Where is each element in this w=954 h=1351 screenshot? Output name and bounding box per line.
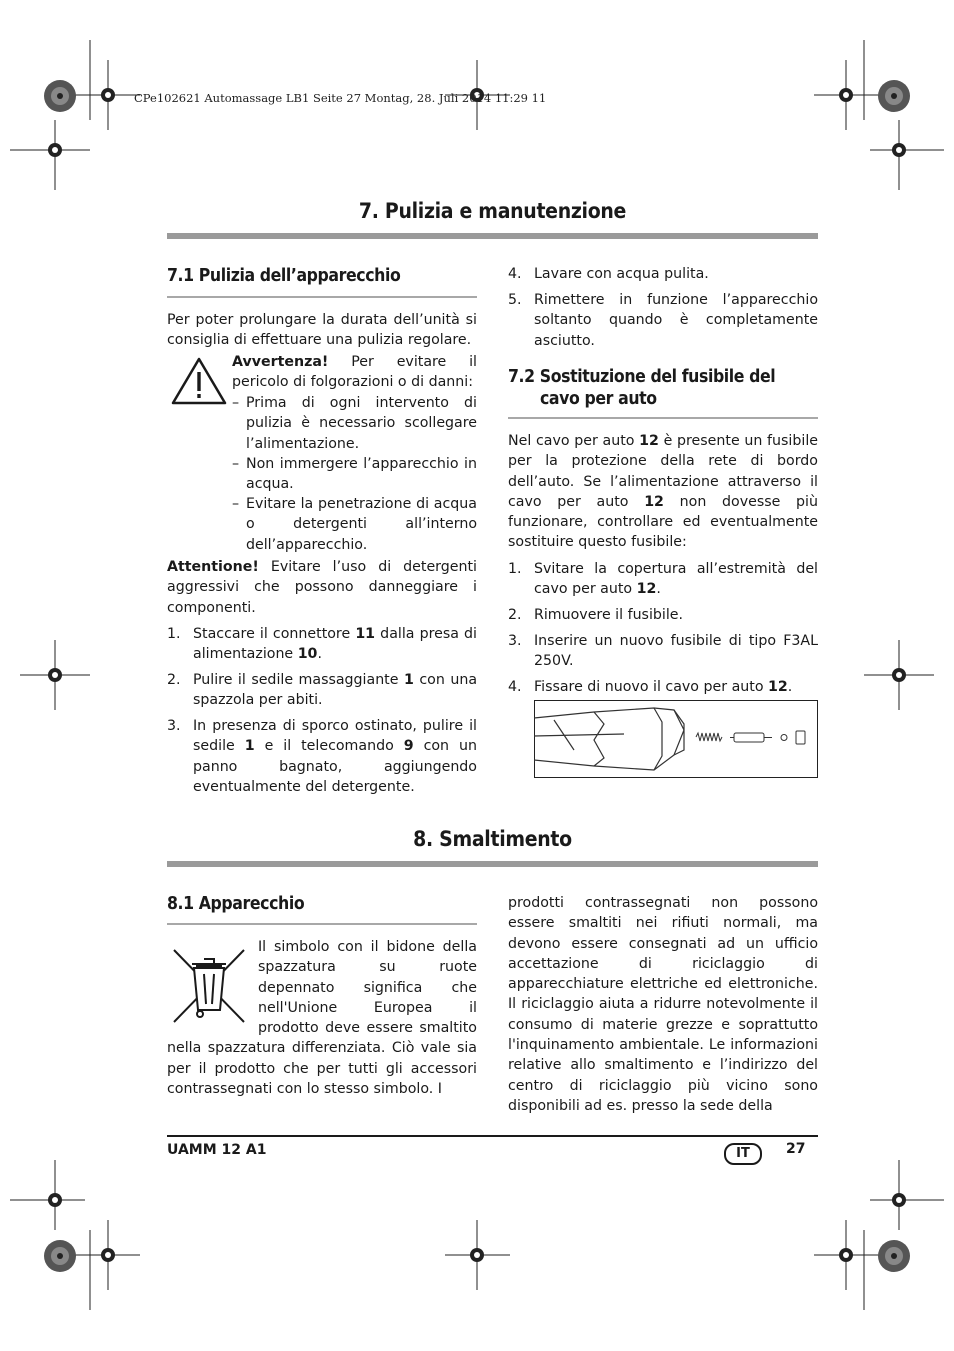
attention-label: Attentione! <box>167 559 259 575</box>
heading-7-1-rule <box>167 296 477 298</box>
list-item: 2. Rimuovere il fusibile. <box>508 607 684 623</box>
list-item: 4. Fissare di nuovo il cavo per auto 12. <box>508 679 793 695</box>
list-item: 1. Staccare il connettore 11 dalla presa di alimentazione 10. <box>167 626 477 663</box>
car-cable-fuse-illustration <box>534 700 818 778</box>
warning-item: – Evitare la penetrazione di acqua o detergenti all’interno dell’apparecchio. <box>232 496 477 553</box>
warning-text <box>232 352 477 393</box>
list-item: 4. Lavare con acqua pulita. <box>508 266 709 282</box>
warning-item: – Prima di ogni intervento di pulizia è necessario scollegare l’alimentazione. <box>232 395 477 452</box>
list-item: 2. Pulire il sedile massaggiante 1 con una spazzola per abiti. <box>167 672 478 709</box>
warning-label: Avvertenza! <box>232 354 329 370</box>
warning-item: – Non immergere l’apparecchio in acqua. <box>232 456 477 493</box>
section-8-rule <box>167 861 818 867</box>
intro-7-1: Per poter prolungare la durata dell’unità si consiglia di effettuare una pulizia regolare. <box>167 312 477 349</box>
list-item: 5. Rimettere in funzione l’apparecchio soltanto quando è completamente asciutto. <box>508 292 818 349</box>
heading-7-2-rule <box>508 417 818 419</box>
section-7-title: 7. Pulizia e manutenzione <box>358 199 627 223</box>
disposal-text-left: Il simbolo con il bidone della spazzatura su ruote depennato significa che nell'Unione Europea il prodotto deve essere smaltito nella spazzatura differenziata. Ciò vale sia per il prodotto che per tutti gli accessori contrassegnati con lo stesso simbolo. I <box>167 939 477 1098</box>
footer-model: UAMM 12 A1 <box>167 1142 267 1158</box>
heading-8-1: 8.1 Apparecchio <box>167 894 305 914</box>
section-8-title: 8. Smaltimento <box>413 827 572 851</box>
warning-body: Per evitare il pericolo di folgorazioni o di danni: <box>232 354 477 391</box>
heading-7-2: 7.2 Sostituzione del fusibile del cavo per auto <box>508 367 776 409</box>
warning-triangle-icon <box>170 356 228 406</box>
section-7-rule <box>167 233 818 239</box>
list-item: 3. In presenza di sporco ostinato, pulire il sedile 1 e il telecomando 9 con un panno bagnato, aggiungendo eventualmente del detergente. <box>167 718 477 795</box>
list-item: 1. Svitare la copertura all’estremità del cavo per auto 12. <box>508 561 818 598</box>
print-slug: CPe102621 Automassage LB1 Seite 27 Montag, 28. Juli 2014 11:29 11 <box>134 91 547 105</box>
heading-7-1: 7.1 Pulizia dell’apparecchio <box>167 266 401 286</box>
page-number: 27 <box>786 1141 806 1157</box>
intro-7-2: Nel cavo per auto 12 è presente un fusibile per la protezione della rete di bordo dell’auto. Se l’alimentazione attraverso il cavo per auto 12 non dovesse più funzionare, controllare ed eventualmente sostituire questo fusibile: <box>508 433 818 551</box>
attention-text <box>167 557 477 618</box>
attention-body: Evitare l’uso di detergenti aggressivi che possono danneggiare i componenti. <box>167 559 477 616</box>
list-item: 3. Inserire un nuovo fusibile di tipo F3AL 250V. <box>508 633 818 670</box>
language-badge: IT <box>724 1143 762 1165</box>
heading-8-1-rule <box>167 923 477 925</box>
footer-rule <box>167 1135 818 1137</box>
disposal-text-right: prodotti contrassegnati non possono essere smaltiti nei rifiuti normali, ma devono essere consegnati ad un ufficio accettazione di riciclaggio di apparecchiature elettriche ed elettroniche. Il riciclaggio aiuta a ridurre notevolmente il consumo di materie grezze e soprattutto l'inquinamento ambientale. Le informazioni relative allo smaltimento e l’indirizzo del centro di riciclaggio più vicino sono disponibili ad es. presso la sede della <box>508 895 818 1114</box>
